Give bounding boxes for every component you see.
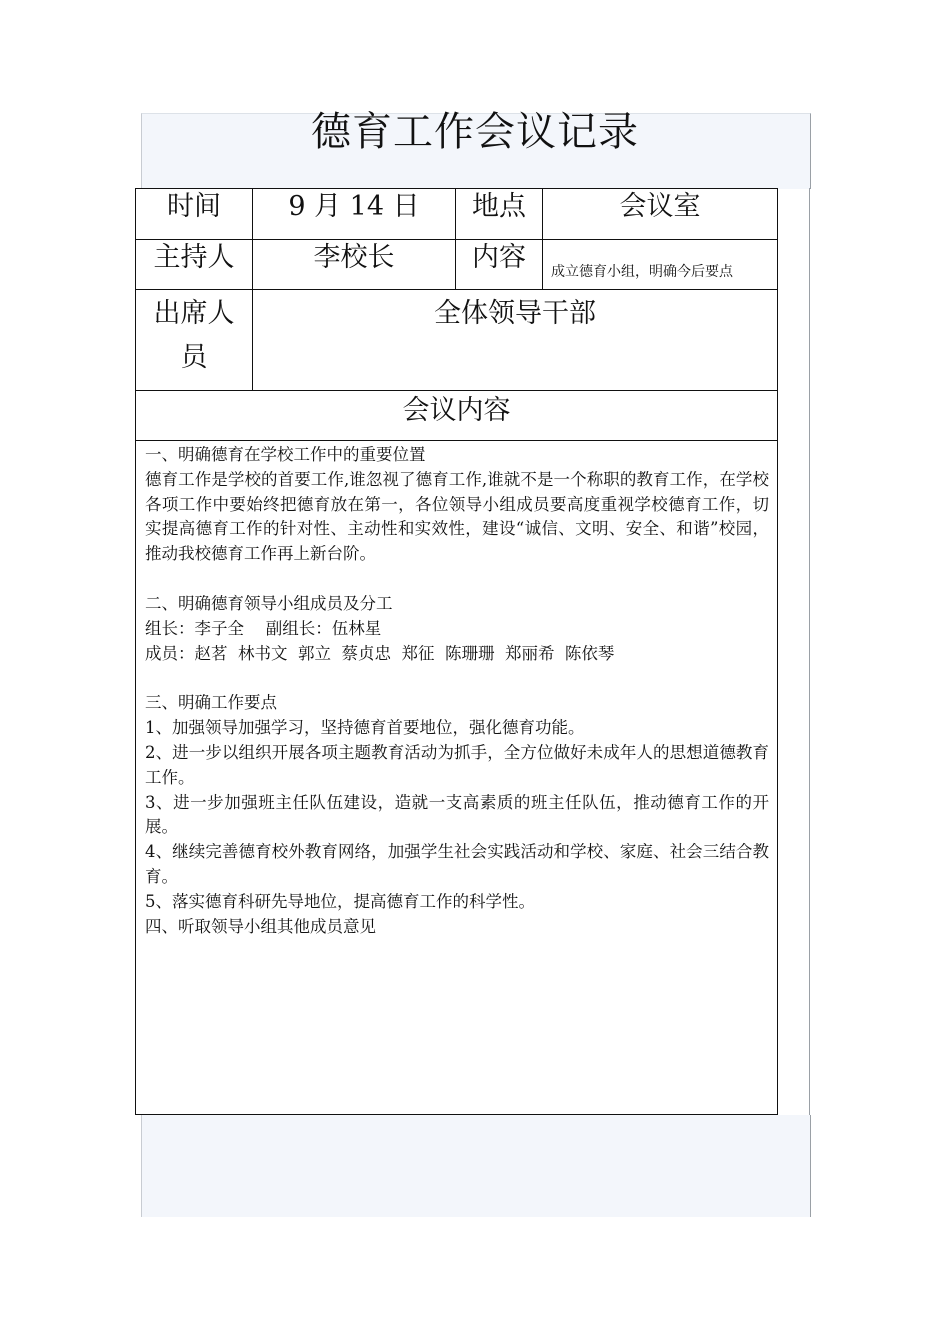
- attendees-label-line1: 出席人: [153, 298, 235, 329]
- section2-members: 成员：赵茗 林书文 郭立 蔡贞忠 郑征 陈珊珊 郑丽希 陈依琴: [145, 643, 615, 663]
- right-margin-band: [776, 188, 810, 1115]
- section2-leaders: 组长：李子全 副组长：伍林星: [145, 618, 382, 638]
- section1-heading: 一、明确德育在学校工作中的重要位置: [145, 445, 426, 464]
- section3-item: 1、加强领导加强学习，坚持德育首要地位，强化德育功能。: [145, 718, 585, 738]
- content-heading: 会议内容: [136, 391, 778, 441]
- topic-label: 内容: [456, 240, 543, 290]
- time-value: 9 月 14 日: [253, 189, 456, 240]
- section3-item: 5、落实德育科研先导地位，提高德育工作的科学性。: [145, 891, 535, 911]
- row-time-place: [136, 189, 778, 240]
- row-attendees: [136, 290, 778, 391]
- section3-item: 3、进一步加强班主任队伍建设，造就一支高素质的班主任队伍，推动德育工作的开展。: [145, 792, 769, 837]
- section3-item: 2、进一步以组织开展各项主题教育活动为抓手，全方位做好未成年人的思想道德教育工作。: [145, 742, 769, 787]
- row-host-topic: [136, 240, 778, 290]
- section3-item: 4、继续完善德育校外教育网络，加强学生社会实践活动和学校、家庭、社会三结合教育。: [145, 842, 769, 886]
- section3-heading: 三、明确工作要点: [145, 693, 277, 713]
- host-label: 主持人: [136, 240, 253, 290]
- content-body: [136, 441, 778, 1115]
- meeting-record-table: [135, 188, 778, 1115]
- place-value: 会议室: [543, 189, 778, 240]
- row-content-body: [136, 441, 778, 1115]
- host-value: 李校长: [253, 240, 456, 290]
- section2-heading: 二、明确德育领导小组成员及分工: [145, 593, 393, 613]
- time-label: 时间: [136, 189, 253, 240]
- attendees-label: [136, 290, 253, 391]
- place-label: 地点: [456, 189, 543, 240]
- topic-value: 成立德育小组，明确今后要点: [543, 240, 778, 290]
- attendees-value: 全体领导干部: [253, 290, 778, 391]
- footer-band: [141, 1115, 811, 1217]
- section4-heading: 四、听取领导小组其他成员意见: [145, 916, 376, 936]
- document-title: 德育工作会议记录: [311, 109, 639, 155]
- attendees-label-line2: 员: [180, 342, 208, 373]
- row-content-heading: [136, 391, 778, 441]
- section1-body: 德育工作是学校的首要工作,谁忽视了德育工作,谁就不是一个称职的教育工作，在学校各项工作中要始终把德育放在第一，各位领导小组成员要高度重视学校德育工作，切实提高德育工作的针对性、主动性和实效性，建设“诚信、文明、安全、和谐”校园，推动我校德育工作再上新台阶。: [145, 469, 769, 564]
